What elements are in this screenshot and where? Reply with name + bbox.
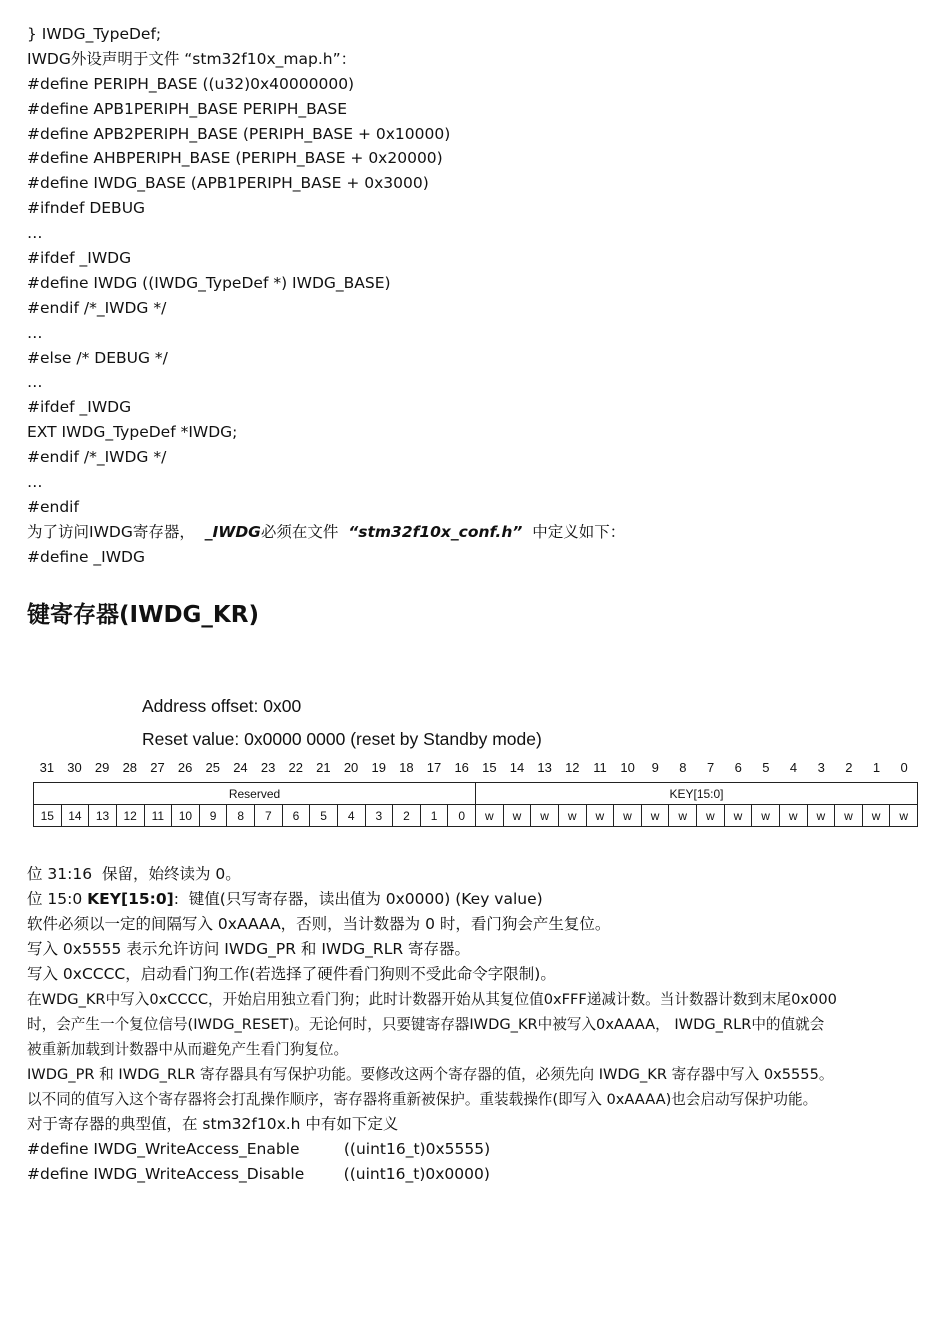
bit-15-0-suffix: : 键值(只写寄存器，读出值为 0x0000) (Key value)	[173, 890, 543, 908]
access-note-file: “stm32f10x_conf.h”	[348, 522, 523, 541]
code-line: #define PERIPH_BASE ((u32)0x40000000)	[27, 74, 355, 93]
code-line: …	[27, 373, 43, 392]
code-line: } IWDG_TypeDef;	[27, 25, 162, 43]
bit-number: 11	[593, 760, 607, 775]
desc-line: IWDG_PR 和 IWDG_RLR 寄存器具有写保护功能。要修改这两个寄存器的值，必须先向 IWDG_KR 寄存器中写入 0x5555。	[27, 1066, 834, 1083]
desc-line: 软件必须以一定的间隔写入 0xAAAA，否则，当计数器为 0 时，看门狗会产生复位。	[27, 915, 611, 933]
bit-number: 13	[537, 760, 552, 775]
bit-cell: 7	[255, 805, 283, 827]
address-offset: Address offset: 0x00	[142, 696, 302, 716]
code-line: #endif /*_IWDG */	[27, 298, 167, 317]
bit-cell: 4	[337, 805, 365, 827]
bit-number: 30	[67, 760, 82, 775]
code-line: #define IWDG_BASE (APB1PERIPH_BASE + 0x3000)	[27, 174, 429, 193]
description	[27, 862, 932, 1187]
access-cell: w	[476, 805, 504, 827]
desc-line: 被重新加载到计数器中从而避免产生看门狗复位。	[27, 1041, 349, 1058]
register-field-row	[34, 783, 918, 805]
bit-cell: 14	[61, 805, 89, 827]
access-cell: w	[503, 805, 531, 827]
bit-number: 16	[454, 760, 469, 775]
access-cell: w	[724, 805, 752, 827]
bit-number: 29	[94, 760, 110, 775]
access-cell: w	[697, 805, 725, 827]
desc-line: 在WDG_KR中写入0xCCCC，开始启用独立看门狗；此时计数器开始从其复位值0xFFF递减计数。当计数器计数到末尾0x000	[27, 991, 837, 1008]
bit-cell: 13	[89, 805, 117, 827]
access-cell: w	[558, 805, 586, 827]
bit-number: 17	[426, 760, 442, 775]
bit-number: 18	[399, 760, 414, 775]
bit-15-0-name: KEY[15:0]	[87, 890, 174, 908]
access-cell: w	[862, 805, 890, 827]
bit-number: 22	[288, 760, 303, 775]
access-note	[27, 520, 625, 545]
bit-cell: 8	[227, 805, 255, 827]
bit-number: 0	[900, 760, 908, 775]
access-note-prefix: 为了访问IWDG寄存器，	[27, 522, 205, 541]
bit-cell: 0	[448, 805, 476, 827]
bit-number: 2	[845, 760, 853, 775]
bit-cell: 9	[199, 805, 227, 827]
desc-line: 写入 0xCCCC，启动看门狗工作(若选择了硬件看门狗则不受此命令字限制)。	[27, 965, 556, 983]
code-line: #else /* DEBUG */	[27, 348, 168, 367]
bit-number: 23	[260, 760, 276, 775]
access-note-suffix: 中定义如下：	[522, 522, 626, 541]
access-cell: w	[531, 805, 559, 827]
key-field: KEY[15:0]	[476, 783, 918, 805]
bit-cell: 11	[144, 805, 172, 827]
bit-cell: 12	[116, 805, 144, 827]
code-line: #ifndef DEBUG	[27, 199, 146, 218]
access-cell: w	[614, 805, 642, 827]
bit-number: 12	[565, 760, 580, 775]
code-listing	[27, 22, 625, 570]
code-line: IWDG外设声明于文件 “stm32f10x_map.h”：	[27, 49, 357, 68]
access-cell: w	[779, 805, 807, 827]
access-cell: w	[669, 805, 697, 827]
bit-number: 7	[706, 760, 715, 775]
code-line: #endif	[27, 497, 79, 516]
code-line: …	[27, 224, 43, 243]
section-title: 键寄存器(IWDG_KR)	[27, 602, 259, 628]
bit-number: 6	[734, 760, 742, 775]
desc-line: 时，会产生一个复位信号(IWDG_RESET)。无论何时，只要键寄存器IWDG_KR中被写入0xAAAA， IWDG_RLR中的值就会	[27, 1016, 825, 1033]
access-cell: w	[890, 805, 918, 827]
bit-cell: 5	[310, 805, 338, 827]
access-cell: w	[752, 805, 780, 827]
code-line: #define IWDG ((IWDG_TypeDef *) IWDG_BASE)	[27, 273, 391, 292]
desc-line: 以不同的值写入这个寄存器将会打乱操作顺序，寄存器将重新被保护。重装载操作(即写入 0xAAAA)也会启动写保护功能。	[27, 1091, 818, 1108]
bit-number: 14	[509, 760, 525, 775]
code-line: …	[27, 323, 43, 342]
access-cell: w	[835, 805, 863, 827]
register-bit-table	[33, 782, 918, 827]
bit-31-16-desc: 位 31:16 保留，始终读为 0。	[27, 865, 241, 883]
desc-line: 写入 0x5555 表示允许访问 IWDG_PR 和 IWDG_RLR 寄存器。	[27, 940, 471, 958]
bit-number: 1	[872, 760, 881, 775]
bit-number: 15	[482, 760, 497, 775]
access-cell: w	[586, 805, 614, 827]
register-bit-row	[34, 805, 918, 827]
bit-number: 28	[122, 760, 138, 775]
bit-number: 25	[205, 760, 220, 775]
bit-number: 20	[343, 760, 359, 775]
desc-line: #define IWDG_WriteAccess_Disable ((uint16_t)0x0000)	[27, 1165, 490, 1183]
bit-number: 3	[817, 760, 825, 775]
code-line: #ifdef _IWDG	[27, 398, 132, 417]
bit-cell: 6	[282, 805, 310, 827]
bit-cell: 10	[172, 805, 200, 827]
define-iwdg-line: #define _IWDG	[27, 547, 146, 566]
bit-15-0-prefix: 位 15:0	[27, 890, 88, 908]
code-line: #define APB2PERIPH_BASE (PERIPH_BASE + 0x10000)	[27, 124, 451, 143]
access-note-middle: 必须在文件	[260, 522, 349, 541]
desc-line: #define IWDG_WriteAccess_Enable ((uint16_t)0x5555)	[27, 1140, 491, 1158]
access-cell: w	[807, 805, 835, 827]
bit-cell: 15	[34, 805, 62, 827]
bit-number: 26	[177, 760, 193, 775]
bit-cell: 1	[420, 805, 448, 827]
bit-number: 24	[233, 760, 248, 775]
bit-number: 4	[789, 760, 798, 775]
code-line: #ifdef _IWDG	[27, 249, 132, 268]
bit-cell: 2	[393, 805, 421, 827]
bit-number: 9	[651, 760, 659, 775]
bit-number: 27	[150, 760, 165, 775]
bit-number: 8	[679, 760, 687, 775]
bit-number: 31	[39, 760, 55, 775]
code-line: …	[27, 473, 43, 492]
access-cell: w	[641, 805, 669, 827]
reserved-field: Reserved	[34, 783, 476, 805]
code-line: #define APB1PERIPH_BASE PERIPH_BASE	[27, 99, 347, 118]
bit-number: 19	[371, 760, 386, 775]
code-line: #endif /*_IWDG */	[27, 448, 167, 467]
bit-15-0-desc	[27, 887, 932, 912]
code-line: EXT IWDG_TypeDef *IWDG;	[27, 423, 238, 442]
code-line: #define AHBPERIPH_BASE (PERIPH_BASE + 0x20000)	[27, 149, 443, 168]
bit-number: 21	[316, 760, 331, 775]
reset-value: Reset value: 0x0000 0000 (reset by Standby mode)	[142, 729, 542, 749]
desc-line: 对于寄存器的典型值，在 stm32f10x.h 中有如下定义	[27, 1115, 399, 1133]
access-note-macro: _IWDG	[204, 522, 261, 541]
bit-cell: 3	[365, 805, 393, 827]
bit-number: 10	[620, 760, 635, 775]
bit-number: 5	[762, 760, 770, 775]
bit-number-row	[33, 760, 918, 778]
